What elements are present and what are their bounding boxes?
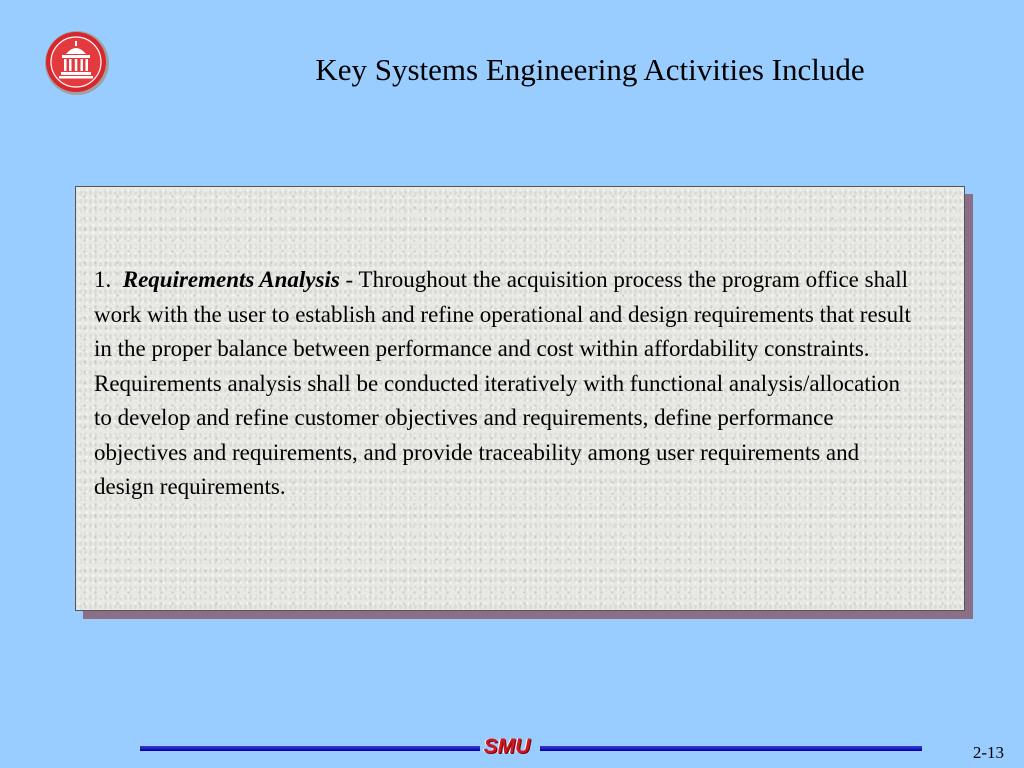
slide-title: Key Systems Engineering Activities Include [315,52,865,87]
footer-line-right [540,746,922,751]
term-description: - Throughout the acquisition process the program office shall work with the user to establish and refine operational and design requirements that result in the proper balance between performance and cost within affordability constraints. Requirements analysis shall be conducted iteratively with functional analysis/allocation to develop and refine customer objectives and requirements, define performance objectives and requirements, and provide traceability among user requirements and design requirements. [94,267,911,499]
content-paragraph [94,263,914,505]
content-box [75,186,965,611]
term-heading: Requirements Analysis [122,267,340,292]
university-seal-icon [44,30,110,96]
footer-logo-text: SMU [483,735,531,758]
page-number: 2-13 [972,743,1004,762]
item-number: 1. [94,267,112,292]
footer-line-left [140,746,480,751]
footer-smu-logo [474,734,540,760]
